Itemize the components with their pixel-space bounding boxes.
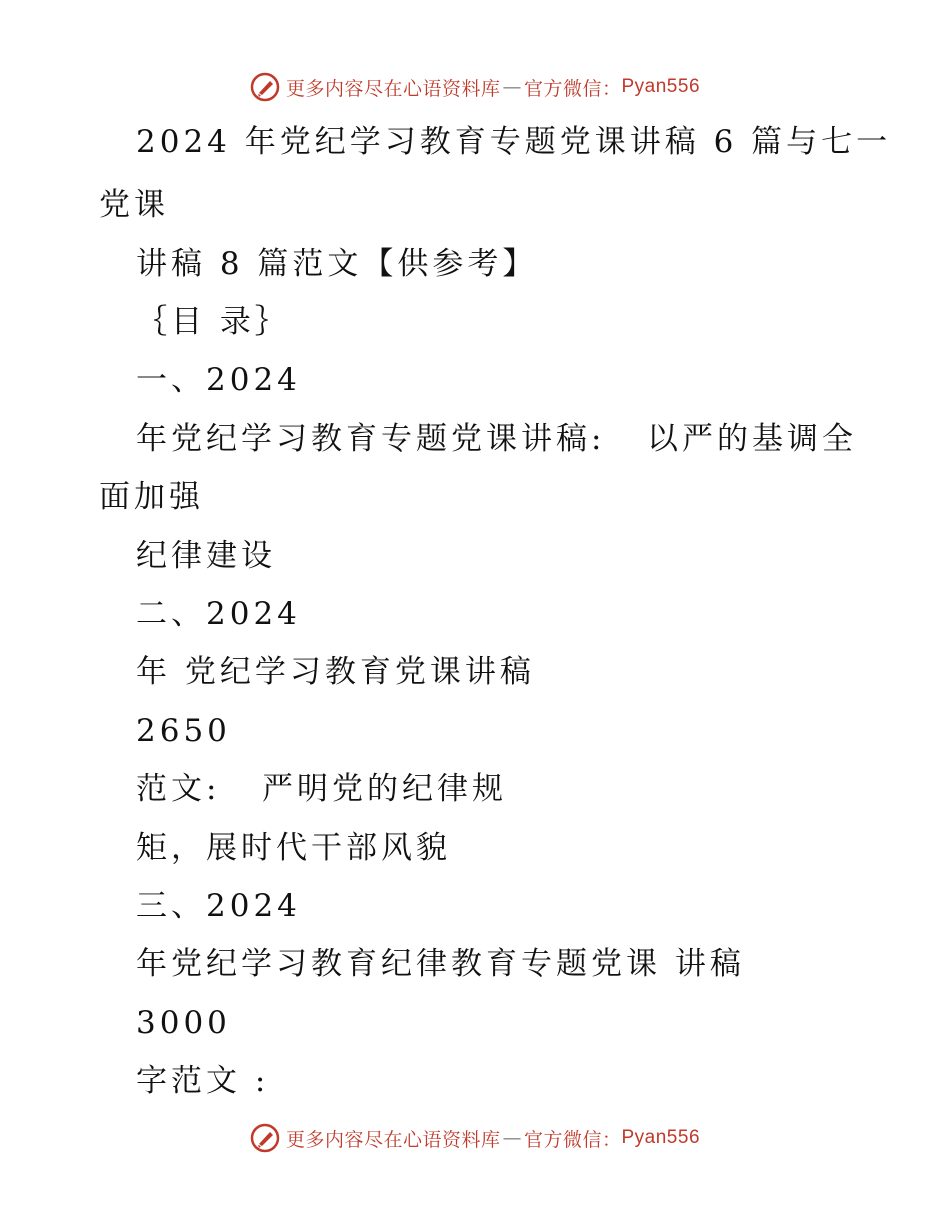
toc-heading: ｛目 录｝ xyxy=(136,304,290,340)
text-line: 矩，展时代干部风貌 xyxy=(136,830,451,866)
text-line: 3000 xyxy=(136,1005,231,1041)
banner-label: 官方微信： xyxy=(523,1128,622,1151)
toc-item-number: 三、2024 xyxy=(136,888,301,924)
banner-account: Pyan556 xyxy=(621,1127,701,1148)
text-line: 年党纪学习教育专题党课讲稿: 以严的基调全 xyxy=(136,421,858,457)
text-line: 面加强 xyxy=(99,479,204,515)
header-banner xyxy=(0,72,950,102)
footer-banner xyxy=(0,1123,950,1153)
pen-logo-icon xyxy=(250,1123,280,1153)
banner-text: 更多内容尽在心语资料库 xyxy=(285,1128,501,1151)
text-line: 年 党纪学习教育党课讲稿 xyxy=(136,654,535,690)
text-line: 2024 年党纪学习教育专题党课讲稿 6 篇与七一 xyxy=(136,124,892,160)
text-line: 范文: 严明党的纪律规 xyxy=(136,771,508,807)
banner-account: Pyan556 xyxy=(621,76,701,97)
banner-label: 官方微信： xyxy=(523,77,622,100)
banner-text: 更多内容尽在心语资料库 xyxy=(285,77,501,100)
text-line: 党课 xyxy=(99,187,169,223)
text-line: 年党纪学习教育纪律教育专题党课 讲稿 xyxy=(136,946,745,982)
text-line: 纪律建设 xyxy=(136,538,276,574)
toc-item-number: 一、2024 xyxy=(136,362,301,398)
text-line: 2650 xyxy=(136,713,231,749)
pen-logo-icon xyxy=(250,72,280,102)
text-line: 讲稿 8 篇范文【供参考】 xyxy=(136,246,538,282)
text-line: 字范文 : xyxy=(136,1063,270,1099)
toc-item-number: 二、2024 xyxy=(136,596,301,632)
banner-dash: — xyxy=(502,76,522,98)
banner-dash: — xyxy=(502,1127,522,1149)
